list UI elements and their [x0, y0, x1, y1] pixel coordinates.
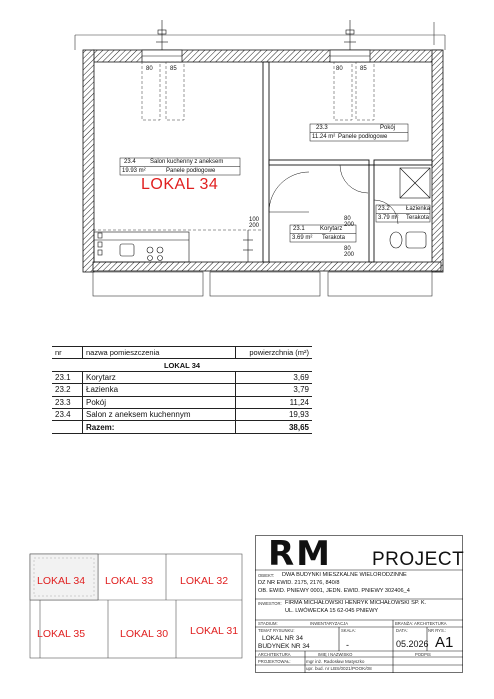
- keyplan-unit-label: LOKAL 32: [180, 575, 229, 587]
- header-nr: nr: [52, 347, 83, 359]
- door-width: 80: [344, 246, 351, 252]
- table-group-row: [52, 359, 312, 371]
- row-name: Salon z aneksem kuchennym: [83, 408, 236, 420]
- podpis-label: PODPIS: [415, 652, 431, 657]
- row-name: Łazienka: [83, 384, 236, 396]
- room-number: 23.4: [124, 159, 136, 165]
- obiekt-line: DWA BUDYNKI MIESZKALNE WIELORODZINNE: [282, 572, 407, 578]
- row-nr: 23.3: [52, 396, 83, 408]
- keyplan-unit-label: LOKAL 34: [37, 575, 86, 587]
- keyplan-unit-label: LOKAL 35: [37, 628, 86, 640]
- stadium-label: STADIUM:: [258, 621, 278, 626]
- keyplan-unit-label: LOKAL 30: [120, 628, 169, 640]
- door-height: 200: [344, 222, 355, 228]
- row-nr: 23.1: [52, 371, 83, 383]
- room-number: 23.3: [316, 125, 328, 131]
- keyplan-unit-label: LOKAL 33: [105, 575, 154, 587]
- inwestor-label: INWESTOR:: [258, 601, 282, 606]
- key-plan: [0, 548, 260, 668]
- row-name: Korytarz: [83, 371, 236, 383]
- room-number: 23.2: [378, 206, 390, 212]
- row-nr: 23.2: [52, 384, 83, 396]
- door-width: 80: [344, 216, 351, 222]
- nr-value: A1: [435, 634, 454, 651]
- room-name: Łazienka: [406, 206, 431, 212]
- obiekt-line: DZ NR EWID. 2175, 2176, 840/8: [258, 580, 340, 586]
- stadium-value: INWENTARYZACJA: [310, 621, 349, 626]
- room-floor: Panele podłogowe: [166, 167, 216, 174]
- keyplan-unit-label: LOKAL 31: [190, 625, 239, 637]
- room-name: Korytarz: [320, 226, 343, 232]
- room-area: 3.79 m²: [378, 214, 399, 221]
- logo-suffix: PROJECT: [372, 549, 465, 570]
- table-row: [52, 371, 312, 383]
- window-dim-label: 85: [360, 66, 367, 72]
- row-nr: 23.4: [52, 408, 83, 420]
- room-area: 3.69 m²: [292, 234, 313, 241]
- table-header-row: [52, 347, 312, 359]
- door-height: 200: [249, 223, 260, 229]
- header-name: nazwa pomieszczenia: [83, 347, 236, 359]
- room-name: Pokój: [380, 125, 396, 131]
- row-area: 19,93: [236, 408, 313, 420]
- total-label: Razem:: [83, 421, 236, 433]
- row-area: 3,69: [236, 371, 313, 383]
- window-dim-label: 80: [146, 66, 153, 72]
- room-floor: Terakota: [322, 234, 346, 241]
- skala-value: -: [346, 640, 349, 650]
- room-area: 11.24 m²: [312, 133, 336, 140]
- inwestor-line: FIRMA MICHAŁOWSKI HENRYK MICHAŁOWSKI SP. K.: [285, 600, 427, 606]
- temat-label: TEMAT RYSUNKU:: [258, 628, 295, 633]
- room-floor: Terakota: [406, 214, 430, 221]
- floor-plan: [0, 0, 494, 300]
- company-logo: [268, 534, 333, 574]
- room-schedule-table: [52, 346, 312, 434]
- projektowal-line: upr. bud. nr LBS/0021/POOK/08: [306, 666, 372, 671]
- door-height: 200: [344, 252, 355, 258]
- logo-mark: RM: [268, 534, 333, 574]
- room-number: 23.1: [293, 226, 305, 232]
- skala-label: SKALA:: [341, 628, 356, 633]
- table-row: [52, 396, 312, 408]
- temat-line: BUDYNEK NR 34: [258, 643, 310, 650]
- room-area: 19.93 m²: [122, 167, 146, 174]
- table-total-row: [52, 421, 312, 433]
- row-name: Pokój: [83, 396, 236, 408]
- branza-label: BRANŻA:: [395, 621, 414, 626]
- projektowal-line: mgr inż. Radosław Matyszko: [306, 659, 365, 664]
- inwestor-line: UL. LWÓWECKA 15 62-045 PNIEWY: [285, 608, 379, 614]
- data-value: 05.2026: [396, 639, 429, 649]
- architektura-label: ARCHITEKTURA: [258, 652, 291, 657]
- room-floor: Panele podłogowe: [338, 133, 388, 140]
- unit-title: LOKAL 34: [141, 176, 219, 193]
- header-area: powierzchnia (m²): [236, 347, 313, 359]
- nr-label: NR RYS.:: [428, 628, 447, 633]
- row-area: 3,79: [236, 384, 313, 396]
- total-value: 38,65: [236, 421, 313, 433]
- group-label: LOKAL 34: [52, 359, 312, 371]
- obiekt-label: OBIEKT:: [258, 573, 275, 578]
- obiekt-line: OB. EWID. PNIEWY 0001, JEDN. EWID. PNIEWY 302406_4: [258, 588, 410, 594]
- total-blank: [52, 421, 83, 433]
- data-label: DATA:: [396, 628, 408, 633]
- door-width: 100: [249, 217, 260, 223]
- table-row: [52, 384, 312, 396]
- table-row: [52, 408, 312, 420]
- window-dim-label: 80: [336, 66, 343, 72]
- branza-value: ARCHITEKTURA: [414, 621, 447, 626]
- window-dim-label: 85: [170, 66, 177, 72]
- projektowal-label: PROJEKTOWAŁ:: [258, 659, 291, 664]
- row-area: 11,24: [236, 396, 313, 408]
- temat-line: LOKAL NR 34: [262, 635, 303, 642]
- room-name: Salon kuchenny z aneksem: [150, 159, 224, 165]
- imie-label: IMIĘ I NAZWISKO: [318, 652, 353, 657]
